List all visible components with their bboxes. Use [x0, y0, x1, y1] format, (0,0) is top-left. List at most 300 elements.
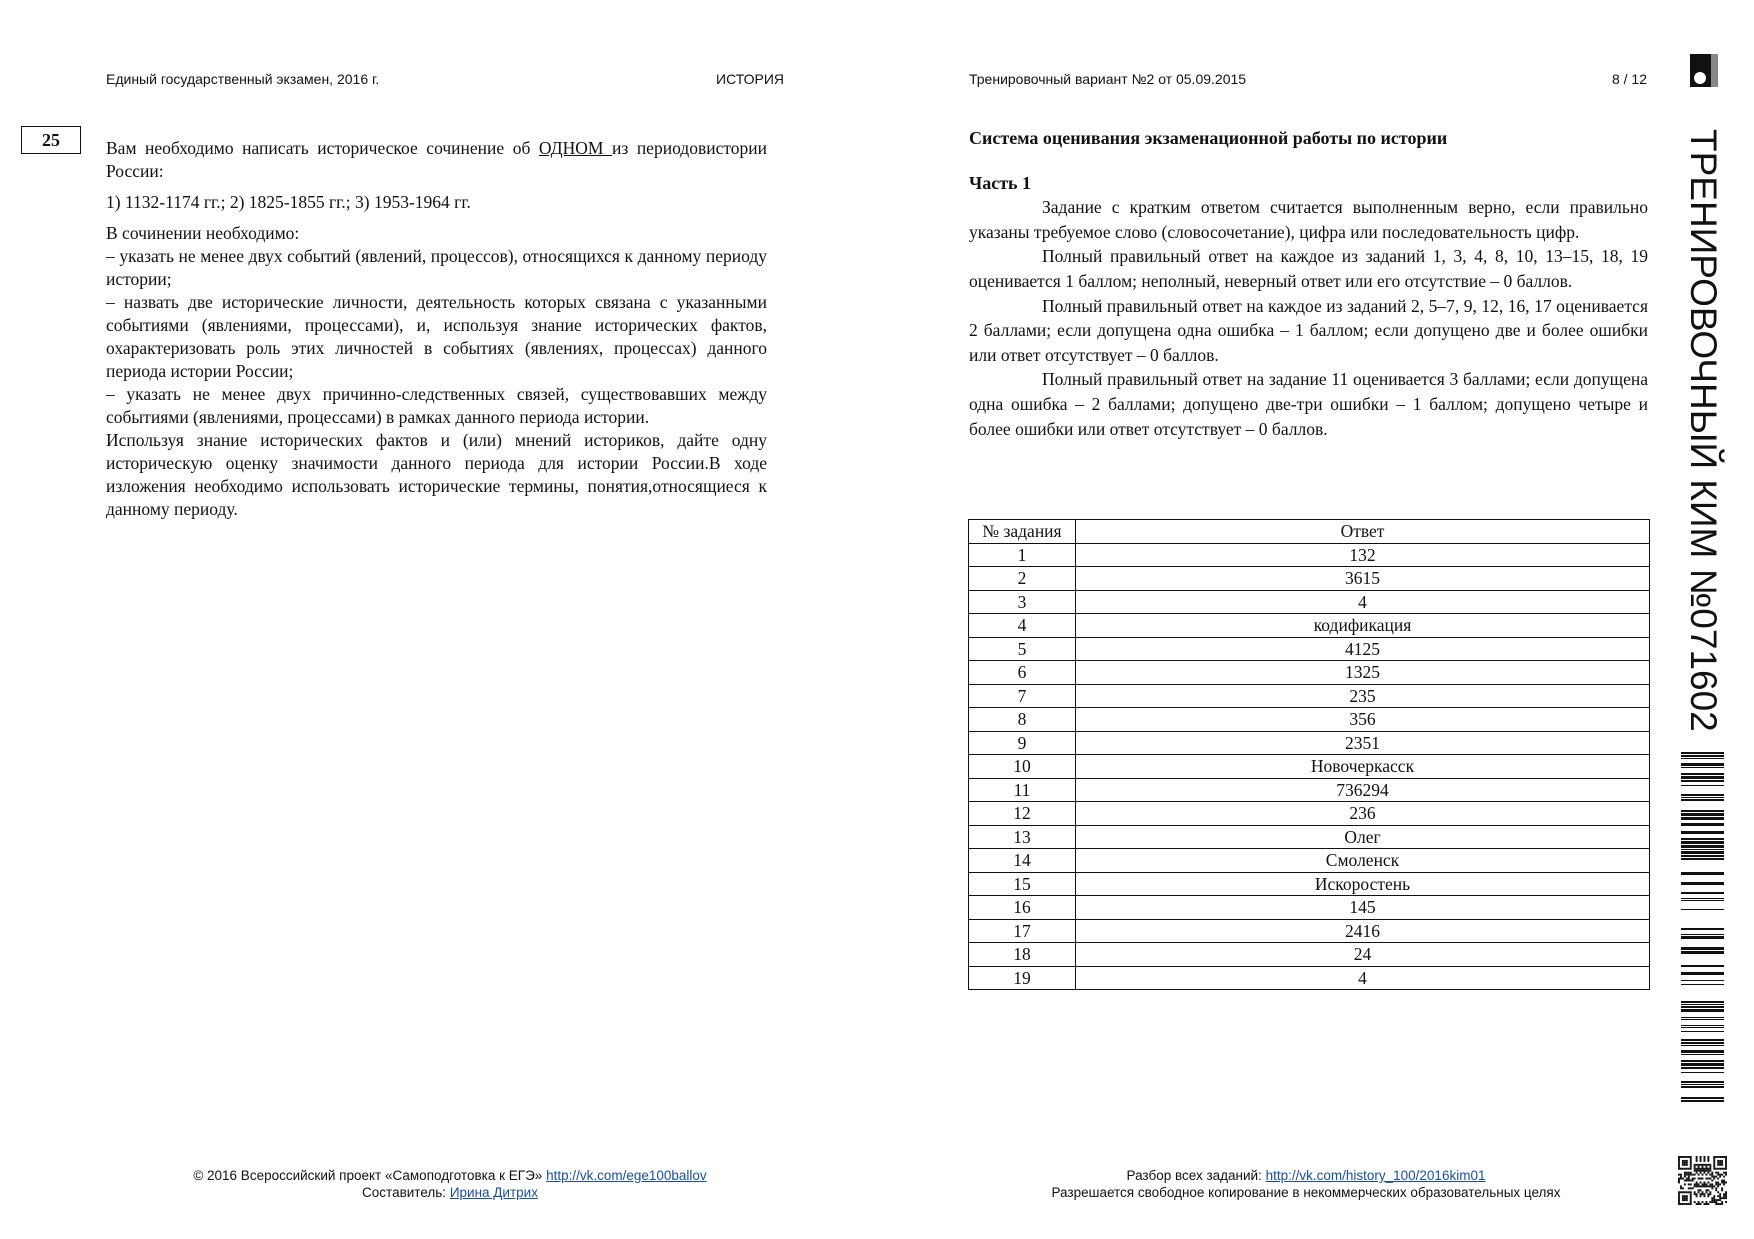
- qr-module: [1678, 1197, 1680, 1199]
- vertical-title-text: ТРЕНИРОВОЧНЫЙ КИМ №071602: [1683, 129, 1724, 732]
- qr-module: [1696, 1185, 1698, 1187]
- table-row: [969, 684, 1650, 708]
- qr-module: [1725, 1160, 1727, 1162]
- qr-module: [1725, 1193, 1727, 1195]
- table-row: [969, 567, 1650, 591]
- analysis-label: Разбор всех заданий:: [1126, 1168, 1262, 1183]
- qr-module: [1690, 1156, 1692, 1158]
- qr-module: [1678, 1168, 1680, 1170]
- qr-module: [1702, 1174, 1704, 1176]
- qr-module: [1707, 1160, 1709, 1162]
- qr-module: [1723, 1180, 1725, 1182]
- qr-module: [1725, 1168, 1727, 1170]
- qr-module: [1682, 1199, 1684, 1201]
- qr-module: [1702, 1170, 1704, 1172]
- table-row: [969, 966, 1650, 990]
- qr-module: [1696, 1193, 1698, 1195]
- barcode-bar: [1681, 1001, 1724, 1003]
- barcode-bar: [1681, 951, 1724, 954]
- task-periods: 1) 1132-1174 гг.; 2) 1825-1855 гг.; 3) 1953-1964 гг.: [106, 192, 471, 212]
- table-row: [969, 661, 1650, 685]
- qr-module: [1690, 1166, 1692, 1168]
- barcode-bar: [1681, 892, 1724, 894]
- qr-module: [1700, 1195, 1702, 1197]
- qr-module: [1707, 1156, 1709, 1158]
- qr-module: [1684, 1191, 1686, 1193]
- qr-module: [1721, 1187, 1723, 1189]
- author-label: Составитель:: [362, 1185, 447, 1200]
- qr-module: [1725, 1156, 1727, 1158]
- qr-module: [1713, 1199, 1715, 1201]
- qr-module: [1696, 1195, 1698, 1197]
- qr-module: [1703, 1160, 1705, 1162]
- requirement-3: – указать не менее двух причинно-следственных связей, существовавших между событиями (явлениями, процессами) в рамках данного периода истории.: [106, 384, 767, 427]
- qr-module: [1680, 1156, 1682, 1158]
- qr-module: [1713, 1156, 1715, 1158]
- qr-module: [1715, 1172, 1717, 1174]
- qr-module: [1694, 1166, 1696, 1168]
- qr-module: [1684, 1176, 1686, 1178]
- grading-paragraph-1: Задание с кратким ответом считается выполненным верно, если правильно указаны требуемое слово (словосочетание), цифра или последовательность цифр.: [969, 197, 1648, 242]
- qr-module: [1719, 1199, 1721, 1201]
- qr-module: [1690, 1180, 1692, 1182]
- qr-module: [1709, 1166, 1711, 1168]
- task-number-cell: 13: [969, 825, 1076, 849]
- barcode-bar: [1681, 758, 1724, 759]
- qr-module: [1678, 1199, 1680, 1201]
- barcode-bar: [1681, 780, 1724, 782]
- barcode-bar: [1681, 767, 1724, 768]
- qr-module: [1690, 1172, 1692, 1174]
- qr-module: [1692, 1180, 1694, 1182]
- table-row: [969, 802, 1650, 826]
- task-number-cell: 2: [969, 567, 1076, 591]
- barcode-bar: [1681, 984, 1724, 985]
- qr-module: [1678, 1195, 1680, 1197]
- barcode-bar: [1681, 810, 1724, 812]
- column-header-answer: Ответ: [1076, 520, 1650, 544]
- qr-module: [1721, 1160, 1723, 1162]
- qr-module: [1694, 1170, 1696, 1172]
- task-number-cell: 19: [969, 966, 1076, 990]
- qr-module: [1705, 1201, 1707, 1203]
- qr-module: [1725, 1174, 1727, 1176]
- qr-module: [1682, 1195, 1684, 1197]
- qr-module: [1717, 1183, 1719, 1185]
- qr-module: [1686, 1180, 1688, 1182]
- barcode-bar: [1681, 794, 1724, 796]
- task-number-cell: 18: [969, 943, 1076, 967]
- header-exam: Единый государственный экзамен, 2016 г.: [106, 71, 380, 87]
- barcode-bar: [1681, 1009, 1724, 1012]
- task-number-cell: 7: [969, 684, 1076, 708]
- qr-module: [1690, 1183, 1692, 1185]
- answer-cell: 356: [1076, 708, 1650, 732]
- answer-cell: 4: [1076, 590, 1650, 614]
- qr-module: [1682, 1162, 1684, 1164]
- answer-cell: 236: [1076, 802, 1650, 826]
- qr-module: [1711, 1197, 1713, 1199]
- qr-module: [1682, 1187, 1684, 1189]
- qr-code-icon: [1678, 1156, 1727, 1205]
- qr-module: [1688, 1191, 1690, 1193]
- qr-module: [1682, 1191, 1684, 1193]
- qr-module: [1682, 1197, 1684, 1199]
- qr-module: [1713, 1201, 1715, 1203]
- qr-module: [1725, 1172, 1727, 1174]
- qr-module: [1688, 1187, 1690, 1189]
- qr-module: [1690, 1160, 1692, 1162]
- qr-module: [1703, 1183, 1705, 1185]
- barcode-bar: [1681, 838, 1724, 840]
- barcode-bar: [1681, 1100, 1724, 1102]
- answer-cell: кодификация: [1076, 614, 1650, 638]
- qr-module: [1682, 1164, 1684, 1166]
- table-row: [969, 872, 1650, 896]
- qr-module: [1707, 1168, 1709, 1170]
- task-number-cell: 5: [969, 637, 1076, 661]
- qr-module: [1711, 1185, 1713, 1187]
- table-row: [969, 755, 1650, 779]
- qr-module: [1690, 1187, 1692, 1189]
- qr-module: [1713, 1160, 1715, 1162]
- qr-module: [1717, 1168, 1719, 1170]
- qr-module: [1717, 1164, 1719, 1166]
- barcode-bar: [1681, 823, 1724, 826]
- qr-module: [1715, 1181, 1717, 1183]
- qr-module: [1680, 1187, 1682, 1189]
- footer-right: [1000, 1167, 1612, 1201]
- project-link[interactable]: http://vk.com/ege100ballov: [546, 1168, 707, 1183]
- qr-module: [1723, 1172, 1725, 1174]
- qr-module: [1698, 1174, 1700, 1176]
- qr-module: [1717, 1199, 1719, 1201]
- qr-module: [1717, 1178, 1719, 1180]
- task-number-cell: 15: [969, 872, 1076, 896]
- qr-module: [1719, 1156, 1721, 1158]
- analysis-link[interactable]: http://vk.com/history_100/2016kim01: [1265, 1168, 1486, 1183]
- qr-module: [1703, 1156, 1705, 1158]
- qr-module: [1696, 1164, 1698, 1166]
- license-text: Разрешается свободное копирование в некоммерческих образовательных целях: [1051, 1185, 1561, 1200]
- task-number-cell: 6: [969, 661, 1076, 685]
- qr-module: [1690, 1158, 1692, 1160]
- qr-module: [1678, 1162, 1680, 1164]
- qr-module: [1698, 1203, 1700, 1205]
- qr-module: [1700, 1193, 1702, 1195]
- barcode-bar: [1681, 841, 1724, 844]
- qr-module: [1694, 1201, 1696, 1203]
- qr-module: [1678, 1203, 1680, 1205]
- barcode-bar: [1681, 1045, 1724, 1046]
- qr-module: [1686, 1156, 1688, 1158]
- qr-module: [1684, 1180, 1686, 1182]
- barcode-bar: [1681, 1019, 1724, 1020]
- answer-cell: 3615: [1076, 567, 1650, 591]
- barcode-bar: [1681, 755, 1724, 757]
- qr-module: [1678, 1193, 1680, 1195]
- barcode-bar: [1681, 858, 1724, 860]
- qr-module: [1711, 1201, 1713, 1203]
- barcode-bar: [1681, 928, 1724, 930]
- qr-module: [1705, 1203, 1707, 1205]
- table-row: [969, 943, 1650, 967]
- qr-module: [1700, 1158, 1702, 1160]
- qr-module: [1694, 1183, 1696, 1185]
- qr-module: [1715, 1203, 1717, 1205]
- qr-module: [1723, 1176, 1725, 1178]
- qr-module: [1680, 1168, 1682, 1170]
- qr-module: [1680, 1174, 1682, 1176]
- qr-module: [1678, 1158, 1680, 1160]
- qr-module: [1696, 1158, 1698, 1160]
- qr-module: [1686, 1199, 1688, 1201]
- qr-module: [1721, 1164, 1723, 1166]
- barcode-bar: [1681, 851, 1724, 854]
- qr-module: [1690, 1199, 1692, 1201]
- qr-module: [1688, 1168, 1690, 1170]
- task-number-cell: 4: [969, 614, 1076, 638]
- grading-title: Система оценивания экзаменационной работы по истории: [969, 128, 1448, 148]
- qr-module: [1723, 1183, 1725, 1185]
- qr-module: [1713, 1178, 1715, 1180]
- qr-module: [1707, 1172, 1709, 1174]
- answer-cell: Новочеркасск: [1076, 755, 1650, 779]
- qr-module: [1705, 1185, 1707, 1187]
- qr-module: [1690, 1164, 1692, 1166]
- answer-cell: 4125: [1076, 637, 1650, 661]
- qr-module: [1709, 1170, 1711, 1172]
- qr-module: [1713, 1158, 1715, 1160]
- barcode-bar: [1681, 1031, 1724, 1032]
- qr-module: [1713, 1195, 1715, 1197]
- barcode-bar: [1681, 936, 1724, 939]
- qr-module: [1703, 1168, 1705, 1170]
- barcode-bar: [1681, 1050, 1724, 1053]
- qr-module: [1703, 1195, 1705, 1197]
- barcode-bar: [1681, 934, 1724, 935]
- table-row: [969, 731, 1650, 755]
- qr-module: [1690, 1201, 1692, 1203]
- barcode-bar: [1681, 965, 1724, 967]
- qr-module: [1711, 1199, 1713, 1201]
- task-number-cell: 10: [969, 755, 1076, 779]
- qr-module: [1721, 1201, 1723, 1203]
- qr-module: [1717, 1160, 1719, 1162]
- qr-module: [1705, 1174, 1707, 1176]
- qr-module: [1707, 1164, 1709, 1166]
- task-number-cell: 9: [969, 731, 1076, 755]
- barcode-bar: [1681, 1097, 1724, 1099]
- qr-module: [1684, 1197, 1686, 1199]
- barcode-bar: [1681, 1086, 1724, 1088]
- qr-module: [1725, 1201, 1727, 1203]
- qr-module: [1694, 1168, 1696, 1170]
- qr-module: [1723, 1197, 1725, 1199]
- qr-module: [1725, 1197, 1727, 1199]
- qr-module: [1680, 1176, 1682, 1178]
- barcode-bar: [1681, 1025, 1724, 1026]
- qr-module: [1698, 1170, 1700, 1172]
- qr-module: [1690, 1195, 1692, 1197]
- qr-module: [1686, 1160, 1688, 1162]
- qr-module: [1680, 1185, 1682, 1187]
- qr-module: [1678, 1164, 1680, 1166]
- qr-module: [1709, 1168, 1711, 1170]
- table-row: [969, 778, 1650, 802]
- part-title: Часть 1: [969, 172, 1032, 193]
- qr-module: [1684, 1174, 1686, 1176]
- qr-module: [1705, 1168, 1707, 1170]
- qr-module: [1709, 1201, 1711, 1203]
- table-row: [969, 543, 1650, 567]
- qr-module: [1700, 1168, 1702, 1170]
- qr-module: [1678, 1181, 1680, 1183]
- qr-module: [1719, 1162, 1721, 1164]
- barcode-bar: [1681, 1039, 1724, 1041]
- qr-module: [1717, 1191, 1719, 1193]
- qr-module: [1688, 1183, 1690, 1185]
- qr-module: [1719, 1160, 1721, 1162]
- qr-module: [1702, 1164, 1704, 1166]
- qr-module: [1688, 1174, 1690, 1176]
- table-row: [969, 896, 1650, 920]
- qr-module: [1696, 1160, 1698, 1162]
- qr-module: [1700, 1170, 1702, 1172]
- barcode-bar: [1681, 972, 1724, 975]
- qr-module: [1719, 1193, 1721, 1195]
- qr-module: [1702, 1185, 1704, 1187]
- requirements-title: В сочинении необходимо:: [106, 223, 300, 243]
- qr-module: [1682, 1168, 1684, 1170]
- barcode-bar: [1681, 900, 1724, 901]
- barcode-bar: [1681, 947, 1724, 950]
- qr-module: [1709, 1183, 1711, 1185]
- qr-module: [1715, 1156, 1717, 1158]
- qr-module: [1703, 1172, 1705, 1174]
- qr-module: [1709, 1178, 1711, 1180]
- qr-module: [1700, 1185, 1702, 1187]
- qr-module: [1698, 1185, 1700, 1187]
- qr-module: [1690, 1174, 1692, 1176]
- qr-module: [1690, 1197, 1692, 1199]
- qr-module: [1682, 1203, 1684, 1205]
- qr-module: [1690, 1191, 1692, 1193]
- task-intro: [106, 137, 767, 183]
- qr-module: [1696, 1156, 1698, 1158]
- intro-emphasis: ОДНОМ: [538, 138, 612, 158]
- barcode-bar: [1681, 898, 1724, 899]
- qr-module: [1694, 1191, 1696, 1193]
- qr-module: [1700, 1178, 1702, 1180]
- qr-module: [1723, 1193, 1725, 1195]
- qr-module: [1703, 1185, 1705, 1187]
- qr-module: [1717, 1185, 1719, 1187]
- qr-module: [1715, 1183, 1717, 1185]
- qr-module: [1686, 1174, 1688, 1176]
- barcode-bar: [1681, 1054, 1724, 1055]
- qr-module: [1700, 1181, 1702, 1183]
- barcode-bar: [1681, 1042, 1724, 1044]
- qr-module: [1721, 1197, 1723, 1199]
- qr-module: [1678, 1166, 1680, 1168]
- qr-module: [1702, 1191, 1704, 1193]
- table-row: [969, 637, 1650, 661]
- qr-module: [1717, 1203, 1719, 1205]
- qr-module: [1688, 1178, 1690, 1180]
- requirement-2: – назвать две исторические личности, деятельность которых связана с указанными событиями (явлениями, процессами), и, используя знание исторических фактов, охарактеризовать роль этих личностей в событиях (явлениях, процессах) данного периода истории России;: [106, 292, 767, 381]
- qr-module: [1686, 1178, 1688, 1180]
- qr-module: [1713, 1168, 1715, 1170]
- qr-module: [1686, 1197, 1688, 1199]
- table-row: [969, 849, 1650, 873]
- qr-module: [1711, 1183, 1713, 1185]
- qr-module: [1719, 1183, 1721, 1185]
- qr-module: [1690, 1203, 1692, 1205]
- qr-module: [1717, 1156, 1719, 1158]
- qr-module: [1684, 1203, 1686, 1205]
- qr-module: [1709, 1191, 1711, 1193]
- barcode-bar: [1681, 1072, 1724, 1073]
- barcode-bar: [1681, 845, 1724, 848]
- qr-module: [1700, 1164, 1702, 1166]
- answers-table: [968, 519, 1650, 990]
- qr-module: [1711, 1187, 1713, 1189]
- qr-module: [1678, 1174, 1680, 1176]
- qr-module: [1721, 1174, 1723, 1176]
- qr-module: [1688, 1176, 1690, 1178]
- barcode-bar: [1681, 813, 1724, 816]
- column-header-task: № задания: [969, 520, 1076, 544]
- qr-module: [1684, 1168, 1686, 1170]
- qr-module: [1707, 1195, 1709, 1197]
- qr-module: [1702, 1166, 1704, 1168]
- answer-cell: 132: [1076, 543, 1650, 567]
- qr-module: [1713, 1176, 1715, 1178]
- task-number-cell: 16: [969, 896, 1076, 920]
- qr-module: [1692, 1187, 1694, 1189]
- qr-module: [1707, 1158, 1709, 1160]
- qr-module: [1698, 1189, 1700, 1191]
- barcode-bar: [1681, 882, 1724, 885]
- qr-module: [1719, 1195, 1721, 1197]
- qr-module: [1696, 1172, 1698, 1174]
- qr-module: [1698, 1183, 1700, 1185]
- qr-module: [1702, 1183, 1704, 1185]
- task-number-cell: 14: [969, 849, 1076, 873]
- qr-module: [1682, 1178, 1684, 1180]
- qr-module: [1719, 1168, 1721, 1170]
- qr-module: [1698, 1164, 1700, 1166]
- author-link[interactable]: Ирина Дитрих: [449, 1185, 538, 1200]
- qr-module: [1702, 1201, 1704, 1203]
- qr-module: [1725, 1164, 1727, 1166]
- barcode-bar: [1681, 776, 1724, 779]
- qr-module: [1709, 1164, 1711, 1166]
- qr-module: [1692, 1178, 1694, 1180]
- barcode-bar: [1681, 799, 1724, 801]
- qr-module: [1705, 1178, 1707, 1180]
- qr-module: [1713, 1185, 1715, 1187]
- task-number-cell: 12: [969, 802, 1076, 826]
- table-row: [969, 825, 1650, 849]
- qr-module: [1678, 1180, 1680, 1182]
- qr-module: [1702, 1178, 1704, 1180]
- qr-module: [1715, 1176, 1717, 1178]
- qr-module: [1700, 1156, 1702, 1158]
- qr-module: [1721, 1168, 1723, 1170]
- qr-module: [1678, 1201, 1680, 1203]
